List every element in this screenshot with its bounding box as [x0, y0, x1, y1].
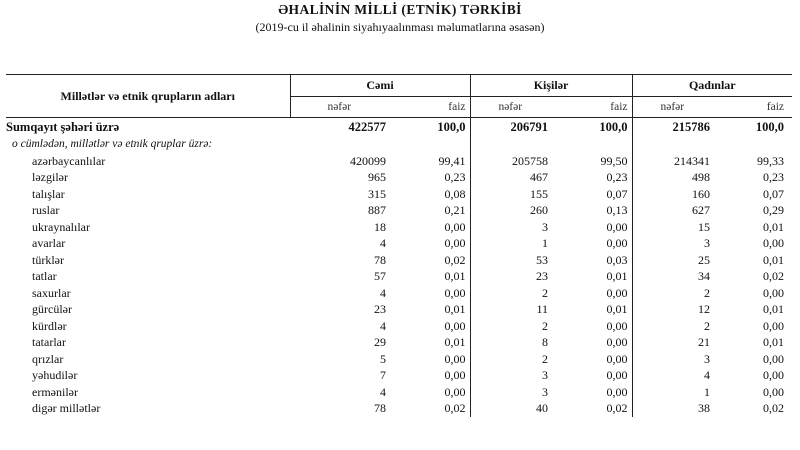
cell-women-pct: 0,01 — [763, 252, 785, 267]
note-text: o cümlədən, millətlər və etnik qruplar üzrə: — [12, 138, 213, 150]
cell-women-pct: 0,07 — [763, 186, 785, 201]
cell-women-pct: 0,01 — [763, 219, 785, 234]
cell-total-count: 420099 — [350, 153, 386, 168]
cell-total-count: 965 — [368, 170, 386, 184]
cell-women-count: 21 — [698, 335, 711, 349]
cell-men-pct: 0,00 — [550, 318, 632, 335]
cell-men-count: 467 — [530, 170, 549, 184]
cell-total-count: 18 — [374, 219, 386, 234]
cell-women-count: 2 — [704, 285, 711, 300]
cell-women-pct: 99,33 — [757, 153, 785, 168]
cell-total-count: 887 — [368, 203, 386, 217]
row-name: kürdlər — [32, 318, 67, 333]
cell-men-pct: 0,00 — [550, 334, 632, 351]
cell-men-count: 155 — [530, 186, 549, 201]
table-row — [6, 384, 792, 401]
cell-women-count: 160 — [692, 186, 711, 201]
row-name: qrızlar — [32, 351, 64, 366]
cell-men-count: 23 — [536, 269, 549, 283]
subheader-faiz: faiz — [550, 97, 632, 118]
cell-women-count: 1 — [704, 384, 711, 399]
cell-total-count: 4 — [380, 384, 386, 399]
cell-women-pct: 0,00 — [763, 285, 785, 300]
cell-women-count: 12 — [698, 302, 711, 316]
cell-men-count: 2 — [542, 351, 549, 366]
cell-total-pct: 0,01 — [388, 334, 470, 351]
cell-men-count: 206791 — [510, 120, 549, 134]
cell-men-count: 8 — [542, 335, 549, 349]
cell-women-pct: 0,01 — [763, 302, 785, 316]
row-name: avarlar — [32, 236, 66, 250]
cell-women-pct: 0,02 — [763, 401, 785, 415]
table-row — [6, 235, 792, 252]
total-row — [6, 118, 792, 137]
cell-men-count: 3 — [542, 219, 549, 234]
cell-total-pct: 0,00 — [388, 384, 470, 401]
row-name: yəhudilər — [32, 368, 78, 382]
row-name: ruslar — [32, 203, 60, 217]
cell-total-count: 422577 — [348, 120, 386, 134]
cell-total-pct: 0,23 — [388, 169, 470, 186]
cell-men-count: 1 — [542, 236, 549, 250]
cell-total-pct: 0,00 — [388, 367, 470, 384]
cell-men-count: 53 — [536, 252, 549, 267]
row-name: digər millətlər — [32, 401, 101, 415]
cell-men-count: 40 — [536, 401, 549, 415]
cell-total-count: 4 — [380, 236, 386, 250]
cell-women-pct: 0,00 — [763, 368, 785, 382]
cell-women-pct: 0,00 — [763, 318, 785, 333]
cell-women-count: 38 — [698, 401, 711, 415]
cell-total-count: 78 — [374, 252, 386, 267]
cell-women-count: 2 — [704, 318, 711, 333]
cell-total-pct: 0,02 — [388, 252, 470, 269]
cell-women-count: 498 — [692, 170, 711, 184]
cell-total-count: 4 — [380, 318, 386, 333]
cell-men-count: 3 — [542, 368, 549, 382]
cell-women-count: 627 — [692, 203, 711, 217]
table-row — [6, 169, 792, 186]
subheader-nefer: nəfər — [470, 97, 550, 118]
row-name: ukraynalılar — [32, 219, 90, 234]
table-row — [6, 219, 792, 236]
cell-men-pct: 0,00 — [550, 219, 632, 236]
cell-total-pct: 99,41 — [388, 153, 470, 170]
subheader-nefer: nəfər — [632, 97, 712, 118]
cell-total-pct: 0,00 — [388, 235, 470, 252]
cell-total-pct: 0,21 — [388, 202, 470, 219]
cell-total-count: 315 — [368, 186, 386, 201]
cell-women-count: 3 — [704, 236, 711, 250]
cell-women-count: 34 — [698, 269, 711, 283]
cell-women-count: 4 — [704, 368, 711, 382]
cell-men-count: 2 — [542, 285, 549, 300]
cell-women-pct: 100,0 — [755, 120, 785, 134]
cell-total-pct: 0,02 — [388, 400, 470, 417]
table-row — [6, 318, 792, 335]
name-column-header: Millətlər və etnik qrupların adları — [6, 75, 290, 118]
cell-men-count: 11 — [536, 302, 549, 316]
cell-total-count: 4 — [380, 285, 386, 300]
table-row — [6, 351, 792, 368]
subheader-faiz: faiz — [388, 97, 470, 118]
cell-women-count: 3 — [704, 351, 711, 366]
cell-total-count: 78 — [374, 401, 386, 415]
table-row — [6, 400, 792, 417]
table-row — [6, 367, 792, 384]
row-name: saxurlar — [32, 285, 71, 300]
cell-women-pct: 0,01 — [763, 335, 785, 349]
row-name: tatlar — [32, 269, 57, 283]
cell-women-pct: 0,23 — [763, 170, 785, 184]
cell-total-count: 29 — [374, 335, 386, 349]
row-name: azərbaycanlılar — [32, 153, 106, 168]
cell-men-pct: 0,07 — [550, 186, 632, 203]
cell-total-pct: 0,08 — [388, 186, 470, 203]
subheader-nefer: nəfər — [290, 97, 388, 118]
row-name: ermənilər — [32, 384, 78, 399]
group-header-men: Kişilər — [470, 75, 632, 97]
table-row — [6, 202, 792, 219]
cell-total-pct: 0,00 — [388, 318, 470, 335]
cell-men-pct: 0,00 — [550, 367, 632, 384]
cell-men-pct: 0,00 — [550, 235, 632, 252]
row-name: tatarlar — [32, 335, 66, 349]
row-name: talışlar — [32, 186, 65, 201]
table-row — [6, 153, 792, 170]
row-name: Sumqayıt şəhəri üzrə — [6, 120, 120, 134]
cell-total-pct: 0,01 — [388, 268, 470, 285]
cell-men-count: 2 — [542, 318, 549, 333]
cell-women-pct: 0,00 — [763, 384, 785, 399]
cell-total-pct: 0,01 — [388, 301, 470, 318]
table-row — [6, 186, 792, 203]
table-row — [6, 334, 792, 351]
cell-total-count: 5 — [380, 351, 386, 366]
cell-total-pct: 100,0 — [388, 118, 470, 137]
cell-men-pct: 0,23 — [550, 169, 632, 186]
cell-men-pct: 0,02 — [550, 400, 632, 417]
cell-women-count: 215786 — [672, 120, 711, 134]
subheader-faiz: faiz — [712, 97, 792, 118]
cell-men-pct: 0,00 — [550, 351, 632, 368]
cell-women-count: 15 — [698, 219, 711, 234]
cell-men-pct: 0,13 — [550, 202, 632, 219]
cell-women-count: 214341 — [674, 153, 711, 168]
row-name: türklər — [32, 252, 64, 267]
cell-men-pct: 0,01 — [550, 268, 632, 285]
document-subtitle: (2019-cu il əhalinin siyahıyaalınması məlumatlarına əsasən) — [255, 20, 545, 34]
note-row — [6, 136, 792, 153]
row-name: gürcülər — [32, 302, 72, 316]
cell-total-pct: 0,00 — [388, 351, 470, 368]
cell-men-count: 205758 — [512, 153, 549, 168]
cell-men-pct: 0,00 — [550, 285, 632, 302]
table-row — [6, 301, 792, 318]
cell-men-pct: 0,03 — [550, 252, 632, 269]
cell-total-count: 7 — [380, 368, 386, 382]
cell-men-pct: 0,00 — [550, 384, 632, 401]
ethnic-composition-table — [6, 74, 792, 417]
cell-women-pct: 0,00 — [763, 236, 785, 250]
cell-men-count: 260 — [530, 203, 549, 217]
cell-women-pct: 0,02 — [763, 269, 785, 283]
table-row — [6, 285, 792, 302]
cell-men-count: 3 — [542, 384, 549, 399]
cell-men-pct: 0,01 — [550, 301, 632, 318]
cell-total-count: 57 — [374, 269, 386, 283]
row-name: ləzgilər — [32, 170, 68, 184]
cell-total-pct: 0,00 — [388, 219, 470, 236]
table-row — [6, 252, 792, 269]
cell-total-count: 23 — [374, 302, 386, 316]
cell-women-count: 25 — [698, 252, 711, 267]
document-title: ƏHALİNİN MİLLİ (ETNİK) TƏRKİBİ — [278, 2, 522, 17]
cell-total-pct: 0,00 — [388, 285, 470, 302]
cell-women-pct: 0,00 — [763, 351, 785, 366]
cell-women-pct: 0,29 — [763, 203, 785, 217]
cell-men-pct: 100,0 — [550, 118, 632, 137]
cell-men-pct: 99,50 — [550, 153, 632, 170]
group-header-women: Qadınlar — [632, 75, 792, 97]
group-header-total: Cəmi — [290, 75, 470, 97]
table-row — [6, 268, 792, 285]
